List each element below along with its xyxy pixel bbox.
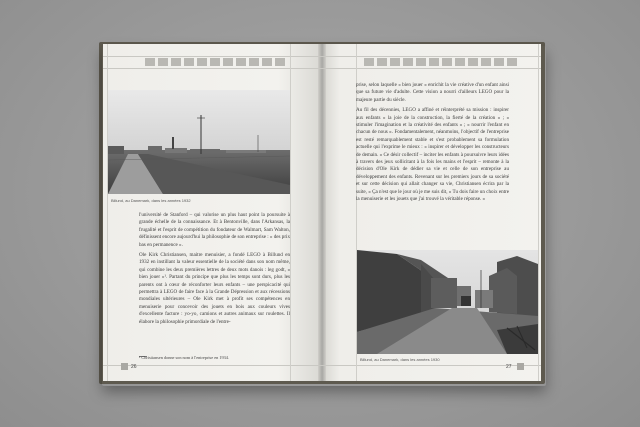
right-header-band bbox=[357, 58, 523, 66]
right-paragraph-2: Au fil des décennies, LEGO a affiné et réinterprété sa mission : inspirer aux enfants « la joie de la construction, la fierté de la création » ; « stimuler l'imagination et la créativité des enfants » ; « nourrir l'enfant en chacun de nous ». Fondamentalement, néanmoins, l'objectif de l'entreprise est resté remarquablement stable et s'est probablement sa formulation actuelle qui l'exprime le mieux : « inspirer et développer les constructeurs de demain. » Ce désir collectif – inciter les enfants à poursuivre leurs idées à travers des jeux sollicitant à la fois les mains et l'esprit – remonte à la décision d'Ole Kirk de dédier sa vie et celle de son entreprise au développement des enfants. Revenant sur les premiers jours de sa société et sur cette décision qui allait changer sa vie, Christiansen écrira par la suite, « Ça n'est que le jour où je me suis dit, « Tu dois faire un choix entre la menuiserie et les jouets que j'ai trouvé la véritable réponse. » bbox=[356, 107, 509, 203]
book-spine bbox=[318, 44, 326, 381]
right-photo-caption: Billund, au Danemark, dans les années 1930 bbox=[360, 357, 440, 362]
left-historic-photo bbox=[108, 90, 290, 194]
bottom-guide-line bbox=[103, 365, 541, 366]
right-body-text bbox=[356, 82, 509, 207]
top-guide-line bbox=[103, 56, 541, 57]
left-photo-caption: Billund, au Danemark, dans les années 1932 bbox=[111, 198, 191, 203]
left-paragraph-1: l'université de Stanford – qui valorise un plus haut point la poursuite à grande échelle de la connaissance. Et à Bentonville, dans l'Arkansas, la frugalité et l'esprit de compétition du fondateur de Walmart, Sam Walton, définissent encore aujourd'hui la philosophie de son entreprise : « des prix bas en permanence ». bbox=[139, 212, 291, 248]
left-footnote: ¹ Christiansen donne son nom à l'entreprise en 1934. bbox=[139, 355, 230, 360]
right-page-number: 27 bbox=[506, 364, 512, 370]
right-paragraph-1: prise, selon laquelle « bien jouer » enrichit la vie créative d'un enfant ainsi que sa future vie d'adulte. Cette vision a nourri d'ailleurs LEGO pour la majeure partie du siècle. bbox=[356, 82, 509, 103]
left-inner-guide bbox=[290, 44, 291, 381]
left-page-number: 26 bbox=[131, 364, 137, 370]
left-header-band bbox=[140, 58, 290, 66]
left-body-text bbox=[139, 212, 290, 329]
left-paragraph-2: Ole Kirk Christiansen, maitre menuisier, a fondé LEGO à Billund en 1932 en instillant la valeur essentielle de la société dans son nom même, qui combine les deux premières lettres de deux mots danois : leg godt, « bien jouer »¹. Partant du principe que plus les temps sont durs, plus les parents ont à cœur de réconforter leurs enfants – une perspicacité qui permettra à LEGO de faire face à la Grande Dépression et aux récessions mondiales ultérieures – Ole Kirk met à profit ses compétences en menuiserie pour concevoir des jouets en bois aux couleurs vives d'excellente facture : yo-yo, camions et autres animaux sur roulettes. Il élabore la philosophie primordiale de l'entre- bbox=[139, 252, 290, 325]
right-historic-photo bbox=[357, 250, 538, 354]
right-margin-guide bbox=[538, 44, 539, 381]
right-folio-marker bbox=[517, 363, 524, 370]
left-folio-marker bbox=[121, 363, 128, 370]
header-guide-line bbox=[103, 68, 541, 69]
